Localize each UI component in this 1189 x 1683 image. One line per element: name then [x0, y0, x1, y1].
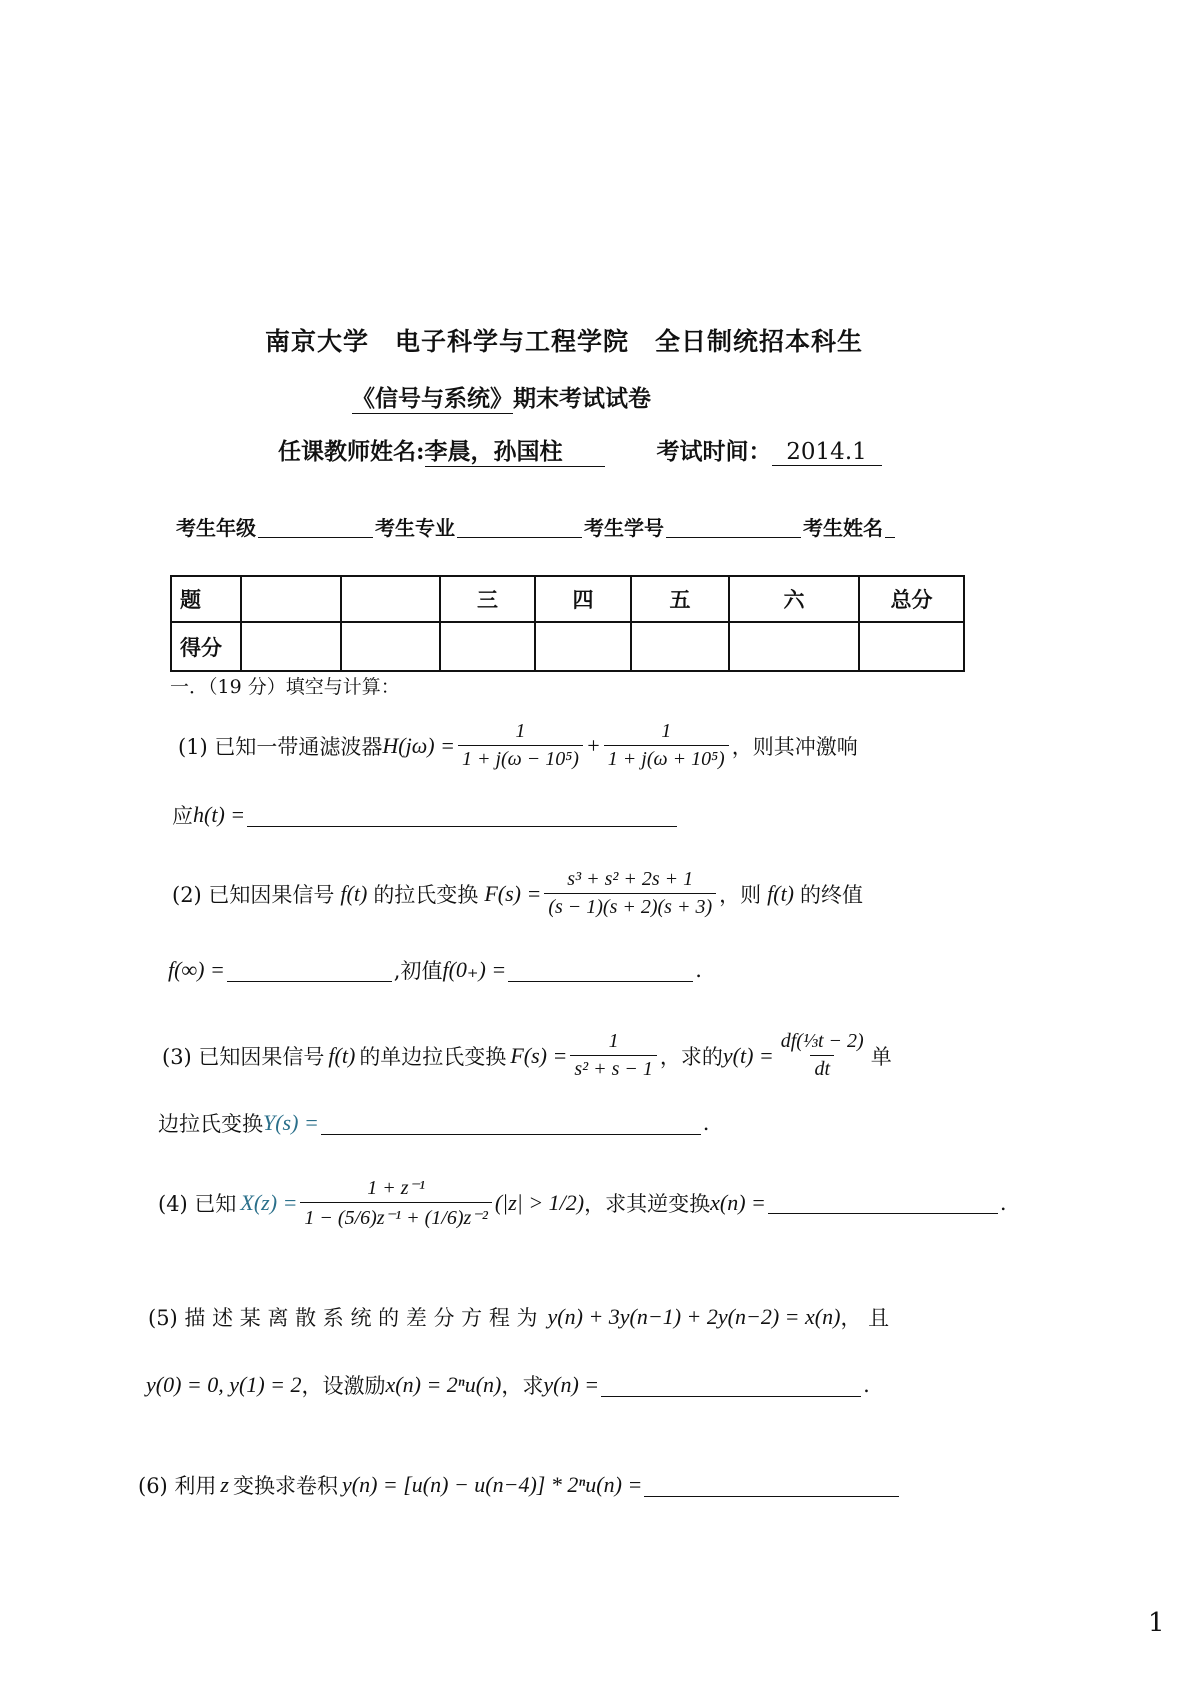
teacher-value: 李晨，孙国柱 — [425, 433, 605, 467]
denominator: dt — [810, 1055, 834, 1081]
q3-lhs: F(s) = — [510, 1042, 568, 1068]
q1-text: (1) 已知一带通滤波器 — [178, 734, 383, 759]
q5-text: (5) 描 述 某 离 散 系 统 的 差 分 方 程 为 — [148, 1306, 538, 1330]
q2-init-label: f(0₊) = — [442, 957, 507, 982]
q2-fraction — [544, 868, 716, 919]
header-cell — [241, 576, 341, 622]
denominator: s² + s − 1 — [570, 1055, 657, 1081]
q2-text: (2) 已知因果信号 — [172, 882, 335, 907]
q5-initial-conditions: y(0) = 0, y(1) = 2 — [146, 1372, 302, 1397]
student-id-label: 考生学号 — [584, 516, 664, 540]
q6-answer-blank[interactable] — [644, 1474, 899, 1497]
q1-suffix: ，则其冲激响 — [731, 734, 858, 759]
q2-lhs: F(s) = — [484, 880, 542, 906]
q4-answer-label: x(n) = — [710, 1189, 766, 1215]
name-field[interactable] — [885, 515, 895, 538]
grade-label: 考生年级 — [176, 516, 256, 540]
numerator: 1 — [515, 720, 526, 742]
question-1-answer — [172, 800, 679, 830]
q2-final-label: f(∞) = — [168, 957, 225, 982]
q6-z: z — [220, 1472, 229, 1497]
grade-field[interactable] — [258, 515, 373, 538]
q4-fraction — [300, 1175, 491, 1230]
header-cell: 五 — [631, 576, 729, 622]
q3-ft: f(t) — [328, 1042, 356, 1068]
q3-ylhs: y(t) = — [722, 1042, 774, 1068]
numerator: 1 + z⁻¹ — [367, 1177, 426, 1199]
score-row-label: 得分 — [171, 622, 241, 671]
numerator: 1 — [608, 1030, 619, 1052]
q4-lhs: X(z) = — [240, 1189, 298, 1215]
q4-text: (4) 已知 — [158, 1191, 237, 1216]
q2-suffix2: 的终值 — [800, 882, 864, 907]
header-cell: 总分 — [859, 576, 964, 622]
score-table — [170, 575, 965, 672]
q2-final-blank[interactable] — [227, 959, 392, 982]
exam-title: 期末考试试卷 — [513, 385, 651, 412]
score-cell[interactable] — [440, 622, 535, 671]
major-label: 考生专业 — [375, 516, 455, 540]
numerator: s³ + s² + 2s + 1 — [567, 868, 694, 890]
q6-text: (6) 利用 — [138, 1474, 217, 1498]
teacher-time-line — [278, 433, 882, 467]
exam-header-title — [265, 322, 889, 358]
question-6 — [138, 1470, 901, 1500]
q5-suffix: ， 且 — [840, 1306, 890, 1330]
student-info-line — [176, 512, 897, 541]
q2-mid: 的拉氏变换 — [373, 882, 479, 907]
q4-end: . — [999, 1190, 1007, 1215]
q1-fraction-1 — [458, 720, 583, 771]
question-3-answer — [158, 1108, 709, 1138]
q3-derivative-fraction — [777, 1030, 868, 1081]
q1-fraction-2 — [604, 720, 729, 771]
denominator: 1 + j(ω − 10⁵) — [458, 745, 583, 771]
q1-answer-blank[interactable] — [247, 804, 677, 827]
q3-suffix: 单 — [870, 1044, 892, 1069]
q1-answer-label: h(t) = — [193, 802, 246, 827]
header-cell: 六 — [729, 576, 859, 622]
score-cell[interactable] — [729, 622, 859, 671]
q3-fraction — [570, 1030, 657, 1081]
section-heading: 一．（19 分）填空与计算： — [170, 676, 400, 698]
score-cell[interactable] — [241, 622, 341, 671]
q2-init-sep: ,初值 — [393, 959, 443, 983]
q5-equation: y(n) + 3y(n−1) + 2y(n−2) = x(n) — [547, 1304, 841, 1329]
question-5-answer — [146, 1370, 870, 1400]
q3-end: . — [702, 1111, 710, 1135]
header-cell: 四 — [535, 576, 631, 622]
q3-line2: 边拉氏变换 — [158, 1112, 263, 1136]
question-4 — [158, 1175, 1007, 1230]
header-cell: 题 — [171, 576, 241, 622]
page-number: 1 — [1148, 1608, 1165, 1638]
q5-answer-label: y(n) = — [543, 1372, 600, 1397]
question-5 — [148, 1302, 889, 1332]
score-cell[interactable] — [535, 622, 631, 671]
header-cell — [341, 576, 440, 622]
denominator: (s − 1)(s + 2)(s + 3) — [544, 893, 716, 919]
question-2 — [172, 868, 863, 919]
q2-ft: f(t) — [340, 880, 368, 906]
student-id-field[interactable] — [666, 515, 801, 538]
numerator: 1 — [661, 720, 672, 742]
denominator: 1 − (5/6)z⁻¹ + (1/6)z⁻² — [300, 1202, 491, 1230]
q1-line2: 应 — [172, 804, 193, 828]
q5-answer-blank[interactable] — [601, 1374, 861, 1397]
teacher-label: 任课教师姓名: — [278, 438, 425, 465]
score-cell[interactable] — [631, 622, 729, 671]
q5-end: . — [863, 1373, 870, 1397]
q6-mid: 变换求卷积 — [232, 1474, 338, 1498]
plus: + — [585, 732, 601, 758]
major-field[interactable] — [457, 515, 582, 538]
q4-answer-blank[interactable] — [768, 1191, 998, 1214]
time-value: 2014.1 — [772, 439, 882, 466]
q5-mid2: ，求 — [501, 1374, 544, 1398]
question-1 — [178, 720, 858, 771]
denominator: 1 + j(ω + 10⁵) — [604, 745, 729, 771]
q3-mid: 的单边拉氏变换 — [359, 1044, 507, 1069]
exam-subtitle — [352, 380, 651, 414]
course-name: 《信号与系统》 — [352, 380, 513, 414]
q3-answer-blank[interactable] — [321, 1112, 701, 1135]
q3-mid2: ，求的 — [659, 1044, 723, 1069]
q1-lhs: H(jω) = — [382, 732, 455, 758]
q4-mid: ，求其逆变换 — [584, 1191, 711, 1216]
score-table-header-row — [171, 576, 964, 622]
question-2-answer — [168, 955, 702, 985]
q5-mid: ，设激励 — [301, 1374, 386, 1398]
score-cell[interactable] — [859, 622, 964, 671]
header-cell: 三 — [440, 576, 535, 622]
school-name: 电子科学与工程学院 — [395, 327, 630, 356]
numerator: df(⅓t − 2) — [780, 1030, 864, 1052]
question-3 — [162, 1030, 892, 1081]
q3-text: (3) 已知因果信号 — [162, 1044, 325, 1069]
q5-input: x(n) = 2ⁿu(n) — [385, 1372, 502, 1397]
q6-equation: y(n) = [u(n) − u(n−4)] * 2ⁿu(n) = — [341, 1472, 643, 1497]
name-label: 考生姓名 — [803, 516, 883, 540]
university-name: 南京大学 — [265, 327, 370, 356]
q4-roc: (|z| > 1/2) — [494, 1189, 585, 1215]
q2-ft2: f(t) — [767, 880, 795, 906]
student-type: 全日制统招本科生 — [655, 327, 864, 356]
time-label: 考试时间： — [656, 438, 772, 465]
q2-init-blank[interactable] — [508, 959, 693, 982]
q3-answer-label: Y(s) = — [263, 1110, 319, 1135]
score-cell[interactable] — [341, 622, 440, 671]
score-table-score-row — [171, 622, 964, 671]
q2-end: . — [695, 958, 702, 982]
q2-suffix: ，则 — [719, 882, 762, 907]
